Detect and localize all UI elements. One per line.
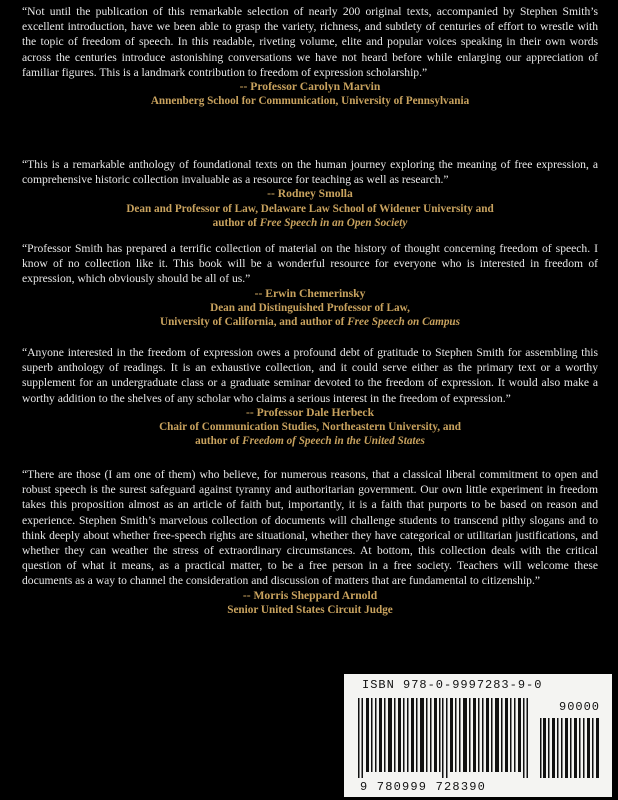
quote-text: “This is a remarkable anthology of foundational texts on the human journey exploring the meaning of free expression, a comprehensive historic collection invaluable as a resource for teaching as well as research.” <box>22 158 598 187</box>
attribution-name: -- Rodney Smolla <box>267 187 353 201</box>
isbn-barcode <box>344 674 612 797</box>
attribution-author-line <box>22 434 598 448</box>
attribution-affiliation: Dean and Professor of Law, Delaware Law School of Widener University and <box>126 202 494 215</box>
blurb-arnold <box>22 467 598 617</box>
book-title: Free Speech on Campus <box>347 316 461 329</box>
attribution-affiliation: Senior United States Circuit Judge <box>227 603 393 616</box>
quote-text: “Professor Smith has prepared a terrific collection of material on the history of thought concerning freedom of speech. I know of no collection like it. This book will be a wonderful resource for everyone who is interested in freedom of expression, which obviously should be all of us.” <box>22 242 598 286</box>
blurb-chemerinsky <box>22 241 598 329</box>
attribution <box>22 187 598 230</box>
author-prefix: author of <box>212 216 260 229</box>
attribution-affiliation: Dean and Distinguished Professor of Law, <box>210 301 410 314</box>
ean-digits: 9 780999 728390 <box>360 780 487 794</box>
book-title: Freedom of Speech in the United States <box>242 435 425 448</box>
author-prefix: University of California, and author of <box>159 316 348 329</box>
attribution <box>22 287 598 330</box>
quote-text: “There are those (I am one of them) who believe, for numerous reasons, that a classical liberal commitment to open and robust speech is the surest safeguard against tyranny and authoritarian government. Our own little experiment in freedom takes this proposition almost as an article of faith but, importantly, it is a faith that purports to be based on reason and experience. Stephen Smith’s marvelous collection of documents will challenge students to transcend pithy slogans and to think deeply about whether free-speech rights are situational, whether they have categorical or utilitarian justifications, and whether they can weather the stress of extraordinary circumstances. At bottom, this collection deals with the critical question of what it means, as a practical matter, to be a free person in a free society. Teachers will welcome these documents as a way to channel the consideration and discussion of matters that are fundamental to citizenship.” <box>22 468 598 588</box>
barcode-bars <box>354 698 604 780</box>
attribution-author-line <box>22 315 598 329</box>
quote-text: “Anyone interested in the freedom of expression owes a profound debt of gratitude to Stephen Smith for assembling this superb anthology of readings. It is an exhaustive collection, and it could serve either as the primary text or a worthy supplement for an undergraduate class or a graduate seminar devoted to the freedom of expression. It would also make a worthy addition to the shelves of any scholar who claims a serious interest in the freedom of expression.” <box>22 346 598 405</box>
blurb-marvin <box>22 4 598 108</box>
attribution-name: -- Professor Dale Herbeck <box>245 405 375 419</box>
isbn-label: ISBN 978-0-9997283-9-0 <box>362 678 543 692</box>
quote-text: “Not until the publication of this remarkable selection of nearly 200 original texts, accompanied by Stephen Smith’s excellent introduction, have we been able to grasp the variety, richness, and subtlety of centuries of effort to wrestle with the topic of freedom of speech. In this readable, riveting volume, elite and popular voices speaking in their own words across the centuries introduce astonishing conversations we have not heard before while enlarging our appreciation of familiar figures. This is a landmark contribution to freedom of expression scholarship.” <box>22 5 598 79</box>
book-title: Free Speech in an Open Society <box>259 216 408 229</box>
attribution-affiliation: Annenberg School for Communication, University of Pennsylvania <box>150 95 470 108</box>
author-prefix: author of <box>195 435 243 448</box>
attribution <box>22 80 598 108</box>
attribution-name: -- Erwin Chemerinsky <box>254 286 366 300</box>
attribution <box>22 406 598 449</box>
attribution <box>22 589 598 617</box>
attribution-affiliation: Chair of Communication Studies, Northeastern University, and <box>159 421 461 434</box>
attribution-author-line <box>22 216 598 230</box>
price-code: 90000 <box>559 700 601 714</box>
blurb-smolla <box>22 157 598 230</box>
attribution-name: -- Morris Sheppard Arnold <box>242 588 378 602</box>
blurb-herbeck <box>22 345 598 448</box>
attribution-name: -- Professor Carolyn Marvin <box>239 80 381 94</box>
